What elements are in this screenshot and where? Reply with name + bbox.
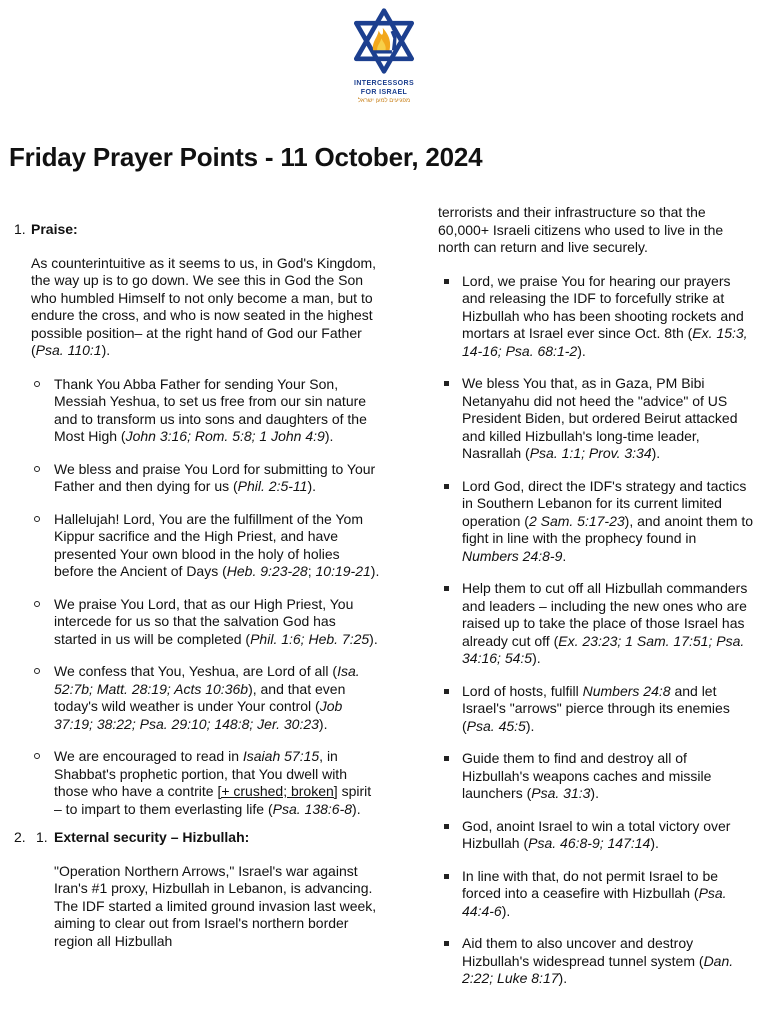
scripture-ref: Psa. 45:5	[466, 717, 526, 734]
scripture-ref: Heb. 9:23-28	[226, 563, 308, 579]
scripture-ref: 2 Sam. 5:17-23	[528, 512, 625, 529]
scripture-ref: Psa. 46:8-9; 147:14	[528, 835, 651, 851]
square-bullet-icon	[444, 279, 449, 284]
scripture-ref: 10:19-21	[315, 563, 371, 579]
list-item: Thank You Abba Father for sending Your Son, Messiah Yeshua, to set us free from our sin nature and to transform us into sons and daughters of the Most High (John 3:16; Rom. 5:8; 1 John 4:9).	[54, 376, 380, 446]
scripture-ref: Phil. 2:5-11	[237, 478, 308, 494]
left-column	[0, 204, 380, 950]
star-of-david-icon	[351, 8, 417, 74]
scripture-ref: Isaiah 57:15	[242, 748, 320, 764]
circle-bullet-icon	[34, 753, 40, 759]
list-item: Lord, we praise You for hearing our prayers and releasing the IDF to forcefully strike at Hizbullah who has been shooting rockets and mortars at Israel ever since Oct. 8th (Ex. 15:3, 14-16; Psa. 68:1-2).	[462, 273, 756, 361]
scripture-ref: John 3:16; Rom. 5:8; 1 John 4:9	[125, 428, 325, 444]
hizbullah-list	[462, 273, 756, 988]
scripture-ref: Psa. 31:3	[531, 785, 591, 801]
square-bullet-icon	[444, 586, 449, 591]
section-2-number: 2.	[14, 829, 26, 845]
square-bullet-icon	[444, 689, 449, 694]
list-item: Aid them to also uncover and destroy Hizbullah's widespread tunnel system (Dan. 2:22; Luke 8:17).	[462, 935, 756, 988]
scripture-ref: Ex. 23:23; 1 Sam. 17:51; Psa. 34:16; 54:5	[462, 632, 745, 666]
list-item: We bless and praise You Lord for submitting to Your Father and then dying for us (Phil. 2:5-11).	[54, 461, 380, 496]
circle-bullet-icon	[34, 466, 40, 472]
list-item: Help them to cut off all Hizbullah commanders and leaders – including the new ones who are raised up to take the place of those Israel has already cut off (Ex. 23:23; 1 Sam. 17:51; Psa. 34:16; 54:5).	[462, 580, 756, 668]
list-item: Hallelujah! Lord, You are the fulfillment of the Yom Kippur sacrifice and the High Priest, and have presented Your own blood in the holy of holies before the Ancient of Days (Heb. 9:23-28; 10:19-21).	[54, 511, 380, 581]
square-bullet-icon	[444, 824, 449, 829]
square-bullet-icon	[444, 484, 449, 489]
square-bullet-icon	[444, 381, 449, 386]
logo-hebrew-tagline: מפגיעים למען ישראל	[357, 98, 411, 104]
list-item: We confess that You, Yeshua, are Lord of all (Isa. 52:7b; Matt. 28:19; Acts 10:36b), and that even today's wild weather is under Your control (Job 37:19; 38:22; Psa. 29:10; 148:8; Jer. 30:23).	[54, 663, 380, 733]
circle-bullet-icon	[34, 601, 40, 607]
list-item: Guide them to find and destroy all of Hizbullah's weapons caches and missile launchers (Psa. 31:3).	[462, 750, 756, 803]
scripture-ref: Psa. 138:6-8	[272, 800, 353, 817]
square-bullet-icon	[444, 941, 449, 946]
scripture-ref: Job 37:19; 38:22; Psa. 29:10; 148:8; Jer. 30:23	[54, 698, 343, 732]
section-1-number: 1.	[14, 221, 26, 237]
scripture-ref: Dan. 2:22; Luke 8:17	[462, 952, 734, 986]
section-2-heading: External security – Hizbullah:	[54, 829, 250, 845]
circle-bullet-icon	[34, 668, 40, 674]
scripture-ref: Isa. 52:7b; Matt. 28:19; Acts 10:36b	[54, 663, 360, 697]
square-bullet-icon	[444, 756, 449, 761]
scripture-ref: Phil. 1:6; Heb. 7:25	[250, 630, 370, 647]
logo-name-line2: FOR ISRAEL	[360, 89, 408, 96]
section-1-heading: Praise:	[31, 221, 78, 237]
scripture-ref: Numbers 24:8	[582, 682, 671, 699]
list-item: We are encouraged to read in Isaiah 57:15, in Shabbat's prophetic portion, that You dwell with those who have a contrite [+ crushed; broken] spirit – to impart to them everlasting life (Psa. 138:6-8).	[54, 748, 380, 818]
scripture-ref: Psa. 1:1; Prov. 3:34	[529, 445, 652, 461]
scripture-ref: Numbers 24:8-9	[462, 547, 563, 564]
list-item: We praise You Lord, that as our High Priest, You intercede for us so that the salvation God has started in us will be completed (Phil. 1:6; Heb. 7:25).	[54, 596, 380, 649]
scripture-ref: Ex. 15:3, 14-16; Psa. 68:1-2	[462, 325, 748, 359]
section-1-intro: As counterintuitive as it seems to us, in God's Kingdom, the way up is to go down. We see this in God the Son who humbled Himself to not only become a man, but to endure the cross, and who is now seated in the highest possible position– at the right hand of God our Father (Psa. 110:1).	[31, 254, 377, 358]
organization-logo	[348, 8, 420, 112]
circle-bullet-icon	[34, 381, 40, 387]
section-2-intro-continued: terrorists and their infrastructure so that the 60,000+ Israeli citizens who used to live in the north can return and live securely.	[438, 204, 724, 255]
list-item: Lord of hosts, fulfill Numbers 24:8 and let Israel's "arrows" pierce through its enemies (Psa. 45:5).	[462, 683, 756, 736]
right-column	[438, 204, 756, 1003]
section-2-sub-number: 1.	[36, 829, 48, 845]
square-bullet-icon	[444, 874, 449, 879]
scripture-ref: Psa. 44:4-6	[462, 885, 727, 919]
scripture-ref: Psa. 110:1	[35, 342, 102, 358]
list-item: Lord God, direct the IDF's strategy and tactics in Southern Lebanon for its current limited operation (2 Sam. 5:17-23), and anoint them to fight in line with the prophecy found in Numbers 24:8-9.	[462, 478, 756, 566]
list-item: In line with that, do not permit Israel to be forced into a ceasefire with Hizbullah (Psa. 44:4-6).	[462, 868, 756, 921]
bracket-link[interactable]: [+ crushed; broken]	[217, 783, 338, 799]
praise-list	[54, 376, 380, 819]
circle-bullet-icon	[34, 516, 40, 522]
list-item: God, anoint Israel to win a total victory over Hizbullah (Psa. 46:8-9; 147:14).	[462, 818, 756, 853]
logo-name-line1: INTERCESSORS	[353, 80, 415, 87]
page-title: Friday Prayer Points - 11 October, 2024	[9, 142, 483, 172]
list-item: We bless You that, as in Gaza, PM Bibi Netanyahu did not heed the "advice" of US President Biden, but ordered Beirut attacked and killed Hizbullah's long-time leader, Nasrallah (Psa. 1:1; Prov. 3:34).	[462, 375, 756, 463]
section-2-intro: "Operation Northern Arrows," Israel's war against Iran's #1 proxy, Hizbullah in Lebanon, is advancing. The IDF started a limited ground invasion last week, aiming to clear out from Israel's northern border region all Hizbullah	[54, 862, 377, 949]
